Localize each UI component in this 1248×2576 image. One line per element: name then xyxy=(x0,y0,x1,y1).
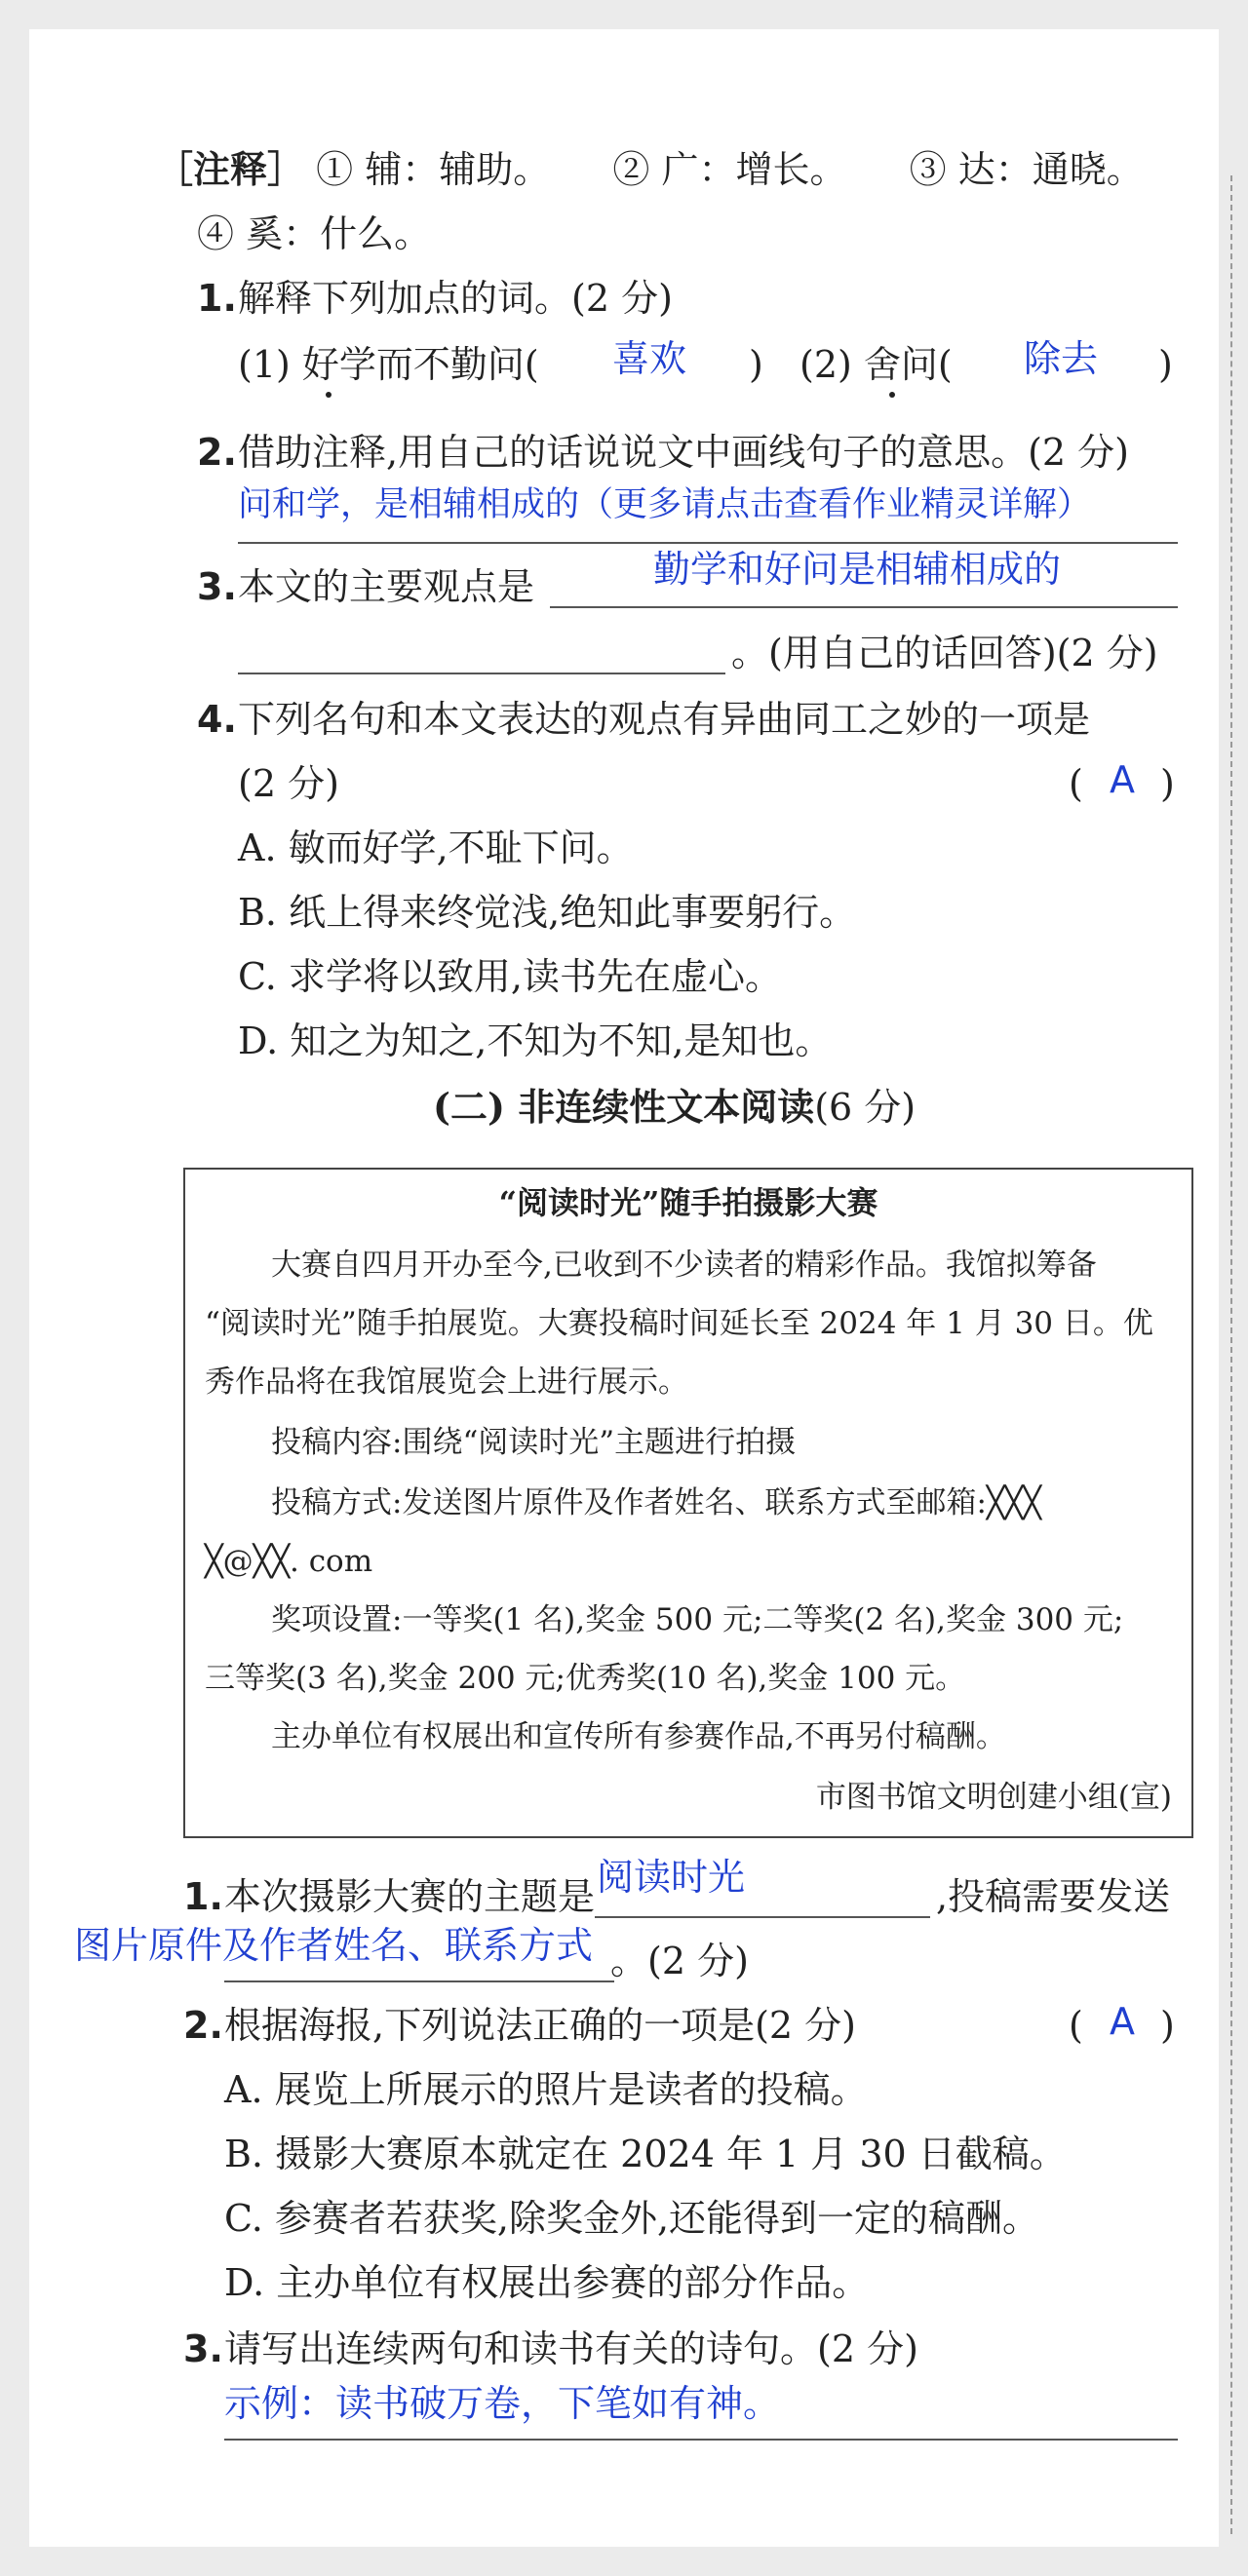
notice-heading: “阅读时光”随手拍摄影大赛 xyxy=(498,1184,878,1221)
s2-q1-answer-items: 图片原件及作者姓名、联系方式 xyxy=(74,1924,594,1967)
notice-line: 投稿方式:发送图片原件及作者姓名、联系方式至邮箱:╳╳╳ xyxy=(271,1485,1041,1520)
section2-title xyxy=(433,1084,916,1131)
s1-q4-option-b: B. 纸上得来终觉浅,绝知此事要躬行。 xyxy=(238,891,857,934)
notice-line: 奖项设置:一等奖(1 名),奖金 500 元;二等奖(2 名),奖金 300 元; xyxy=(271,1602,1124,1637)
s2-q1-tail: 。(2 分) xyxy=(610,1940,749,1982)
s2-q1-text: 本次摄影大赛的主题是 xyxy=(224,1875,596,1918)
notice-line: 主办单位有权展出和宣传所有参赛作品,不再另付稿酬。 xyxy=(271,1719,1006,1754)
s2-q2-answer: A xyxy=(1110,2000,1135,2043)
s1-q4-paren-right: ) xyxy=(1160,762,1175,805)
notes-line-1 xyxy=(156,146,1144,193)
s1-q2-number: 2. xyxy=(197,431,237,474)
answer-line xyxy=(224,1980,614,1982)
s2-q1-number: 1. xyxy=(183,1875,223,1918)
s2-q3-number: 3. xyxy=(183,2327,223,2370)
s1-q1-sub2-answer: 除去 xyxy=(1024,337,1099,380)
emphasis-dot xyxy=(326,392,332,398)
answer-line xyxy=(238,542,1178,544)
s2-q3-answer: 示例：读书破万卷，下笔如有神。 xyxy=(224,2382,781,2425)
s1-q2-text: 借助注释,用自己的话说说文中画线句子的意思。(2 分) xyxy=(238,431,1129,474)
s2-q1-text-2: ,投稿需要发送 xyxy=(936,1875,1171,1918)
s1-q1-sub2-close: ) xyxy=(1158,343,1173,386)
s2-q2-text: 根据海报,下列说法正确的一项是(2 分) xyxy=(224,2004,856,2047)
s1-q1-sub1-answer: 喜欢 xyxy=(612,337,687,380)
s2-q2-paren-left: ( xyxy=(1069,2004,1083,2047)
note-1: ① 辅：辅助。 xyxy=(316,148,551,191)
s2-q3-text: 请写出连续两句和读书有关的诗句。(2 分) xyxy=(224,2327,918,2370)
s1-q1-number: 1. xyxy=(197,277,237,320)
s1-q1-sub1-close: ) xyxy=(749,343,763,386)
emphasis-dot xyxy=(889,392,895,398)
s1-q1-sub1-prompt: (1) 好学而不勤问( xyxy=(238,343,539,386)
s1-q4-number: 4. xyxy=(197,698,237,741)
s2-q2-option-a: A. 展览上所展示的照片是读者的投稿。 xyxy=(224,2068,868,2111)
answer-line xyxy=(238,673,725,674)
s2-q2-option-c: C. 参赛者若获奖,除奖金外,还能得到一定的稿酬。 xyxy=(224,2197,1040,2240)
notice-line: “阅读时光”随手拍展览。大赛投稿时间延长至 2024 年 1 月 30 日。优 xyxy=(205,1306,1153,1341)
s1-q1-text: 解释下列加点的词。(2 分) xyxy=(238,277,673,320)
note-3: ③ 达：通晓。 xyxy=(909,148,1144,191)
notice-line: 投稿内容:围绕“阅读时光”主题进行拍摄 xyxy=(271,1425,797,1460)
answer-line xyxy=(224,2439,1178,2441)
section2-title-score: (6 分) xyxy=(814,1086,916,1129)
notes-tag: ［注释］ xyxy=(156,147,305,191)
s1-q4-option-c: C. 求学将以致用,读书先在虚心。 xyxy=(238,955,782,998)
s1-q4-option-a: A. 敏而好学,不耻下问。 xyxy=(238,827,634,869)
s1-q3-tail: 。(用自己的话回答)(2 分) xyxy=(731,632,1158,674)
s1-q4-option-d: D. 知之为知之,不知为不知,是知也。 xyxy=(238,1019,833,1062)
s1-q4-paren-left: ( xyxy=(1069,762,1083,805)
answer-line xyxy=(550,606,1178,608)
s2-q2-number: 2. xyxy=(183,2004,223,2047)
s1-q2-answer: 问和学，是相辅相成的（更多请点击查看作业精灵详解） xyxy=(238,485,1092,524)
s2-q1-answer-theme: 阅读时光 xyxy=(597,1856,746,1899)
s1-q3-answer: 勤学和好问是相辅相成的 xyxy=(653,548,1062,591)
notice-line: 大赛自四月开办至今,已收到不少读者的精彩作品。我馆拟筹备 xyxy=(271,1248,1097,1283)
s1-q3-number: 3. xyxy=(197,565,237,608)
note-2: ② 广：增长。 xyxy=(612,148,847,191)
s1-q4-text: 下列名句和本文表达的观点有异曲同工之妙的一项是 xyxy=(238,698,1091,741)
worksheet-page xyxy=(29,29,1219,2547)
note-4: ④ 奚：什么。 xyxy=(197,212,432,255)
contest-notice xyxy=(183,1168,1193,1838)
answer-line xyxy=(595,1916,930,1918)
s1-q1-sub2-prompt: (2) 舍问( xyxy=(800,343,953,386)
s2-q2-option-d: D. 主办单位有权展出参赛的部分作品。 xyxy=(224,2261,870,2304)
notice-line: 秀作品将在我馆展览会上进行展示。 xyxy=(205,1365,688,1400)
s2-q2-option-b: B. 摄影大赛原本就定在 2024 年 1 月 30 日截稿。 xyxy=(224,2133,1067,2175)
notice-line: ╳@╳╳. com xyxy=(205,1544,373,1579)
margin-dashed-line xyxy=(1230,175,1232,2534)
notice-line: 三等奖(3 名),奖金 200 元;优秀奖(10 名),奖金 100 元。 xyxy=(205,1661,966,1696)
s2-q2-paren-right: ) xyxy=(1160,2004,1175,2047)
notice-signature: 市图书馆文明创建小组(宣) xyxy=(815,1780,1172,1815)
s1-q4-score: (2 分) xyxy=(238,762,339,805)
s1-q4-answer: A xyxy=(1110,758,1135,801)
section2-title-text: (二) 非连续性文本阅读 xyxy=(433,1085,815,1129)
s1-q3-text: 本文的主要观点是 xyxy=(238,565,535,608)
